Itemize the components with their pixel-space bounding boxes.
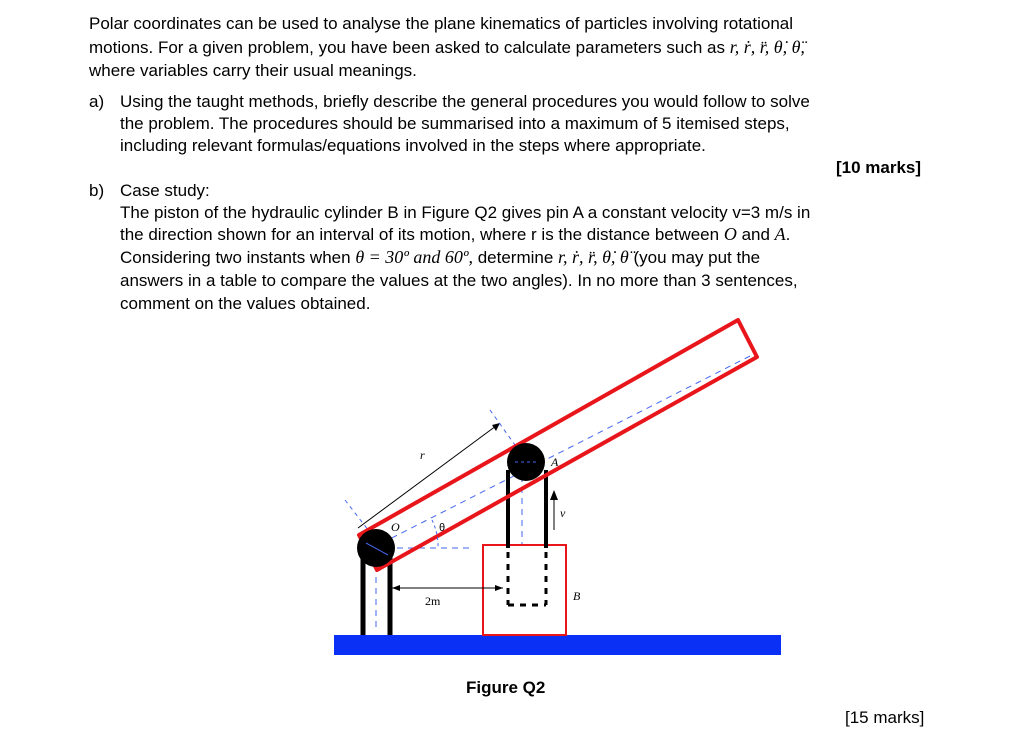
part-b-heading: Case study:	[120, 181, 210, 200]
part-b-line-2-text: the direction shown for an interval of its motion, where r is the distance between	[120, 225, 720, 244]
part-a-line-2: the problem. The procedures should be summarised into a maximum of 5 itemised steps,	[120, 114, 790, 133]
r-dimension-arrow	[492, 423, 500, 431]
label-o: O	[391, 520, 400, 534]
label-2m: 2m	[425, 594, 441, 608]
part-b-label: b)	[89, 181, 105, 200]
angle-values: θ = 30º and 60º,	[355, 247, 473, 267]
label-v: v	[560, 506, 566, 520]
part-b-line-2-end: .	[785, 225, 791, 244]
point-a-ref: A	[774, 224, 786, 244]
pin-a	[507, 443, 545, 481]
part-b-line-3-post: (you may put the	[633, 248, 761, 267]
intro-variables: r, ṙ, r̈, θ̇, θ̈,	[729, 37, 805, 57]
rotating-arm	[359, 320, 757, 570]
figure-caption: Figure Q2	[466, 678, 546, 697]
part-b-line-2-and: and	[741, 225, 770, 244]
part-b-line-4: answers in a table to compare the values at the two angles). In no more than 3 sentences,	[120, 271, 798, 290]
ground	[334, 635, 781, 655]
label-r: r	[420, 448, 425, 462]
dimension-2m-arrow-left	[392, 585, 400, 591]
part-b-variables: r, ṙ, r̈, θ̇, θ̈	[558, 247, 629, 267]
velocity-arrow-head	[550, 490, 558, 500]
part-a-label: a)	[89, 92, 105, 111]
point-o-ref: O	[723, 224, 737, 244]
intro-line-1: Polar coordinates can be used to analyse the plane kinematics of particles involving rotational	[89, 14, 794, 33]
part-b-line-3-mid: determine	[477, 248, 554, 267]
part-b-line-5: comment on the values obtained.	[120, 294, 371, 313]
part-b-line-1: The piston of the hydraulic cylinder B in Figure Q2 gives pin A a constant velocity v=3 m/s in	[120, 203, 811, 222]
part-a-line-1: Using the taught methods, briefly describe the general procedures you would follow to solve	[120, 92, 810, 111]
part-b-line-3-pre: Considering two instants when	[120, 248, 351, 267]
intro-line-3: where variables carry their usual meanings.	[89, 61, 417, 80]
part-b-marks: [15 marks]	[845, 708, 925, 727]
part-a-marks: [10 marks]	[836, 158, 922, 177]
label-theta: θ	[439, 522, 446, 534]
label-a: A	[551, 455, 559, 469]
part-a-line-3: including relevant formulas/equations involved in the steps where appropriate.	[120, 136, 706, 155]
intro-line-2-text: motions. For a given problem, you have been asked to calculate parameters such as	[89, 38, 725, 57]
theta-arc	[432, 520, 438, 548]
label-b: B	[573, 589, 581, 603]
